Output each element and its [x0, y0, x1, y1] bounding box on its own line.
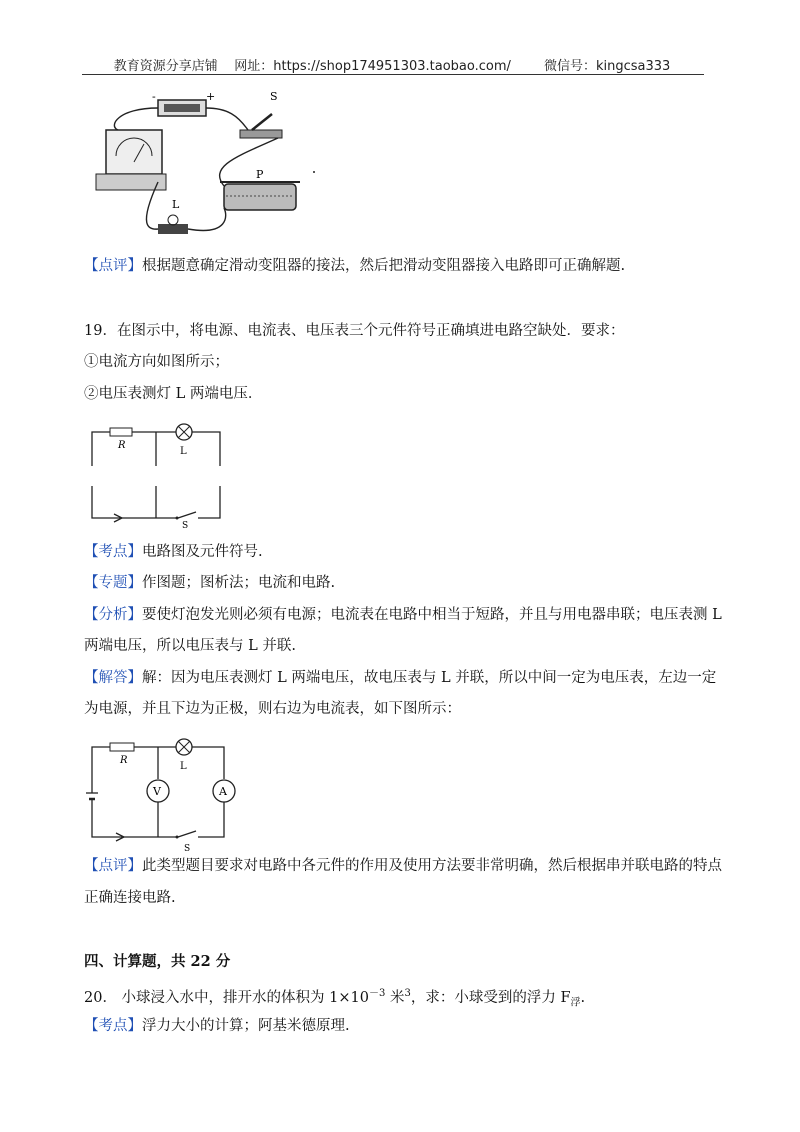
q20-stem-d: . — [580, 989, 586, 1006]
voltmeter-label: V — [153, 785, 161, 798]
dianping-text: 此类型题目要求对电路中各元件的作用及使用方法要非常明确，然后根据串并联电路的特点 — [142, 858, 722, 874]
rheostat-body — [224, 184, 296, 210]
resistor-r — [110, 428, 132, 436]
answer-circuit-figure — [84, 735, 244, 855]
wire — [206, 108, 248, 130]
comment-tag: 【点评】 — [84, 258, 142, 274]
fenxi-text: 要使灯泡发光则必须有电源；电流表在电路中相当于短路，并且与用电器串联；电压表测 L — [142, 607, 722, 623]
wire — [92, 747, 110, 793]
r-label: R — [118, 440, 126, 451]
header-shop: 教育资源分享店铺 — [113, 59, 218, 74]
battery-minus-label: - — [152, 90, 156, 103]
q20-sub: 浮 — [570, 997, 581, 1009]
comment-text: 根据题意确定滑动变阻器的接法，然后把滑动变阻器接入电路即可正确解题. — [142, 258, 626, 274]
dianping-tag: 【点评】 — [84, 858, 142, 874]
switch-s — [178, 512, 196, 518]
q19-dianping-line1 — [84, 856, 722, 876]
blank-circuit-figure — [84, 420, 234, 530]
s-label: S — [184, 844, 191, 854]
kaodian-tag: 【考点】 — [84, 544, 142, 560]
q19-req1: ①电流方向如图所示； — [84, 354, 229, 370]
zhuanti-tag: 【专题】 — [84, 575, 142, 591]
physical-circuit-figure — [88, 86, 328, 246]
wire — [198, 486, 220, 518]
wire — [220, 138, 278, 186]
q20-stem-b: 米 — [385, 989, 405, 1006]
q20-stem — [84, 984, 585, 1014]
q19-fenxi-line2: 两端电压，所以电压表与 L 并联. — [84, 638, 296, 654]
header-wechat-label: 微信号： — [543, 59, 596, 74]
switch-s — [178, 831, 196, 837]
q19-dianping-line2: 正确连接电路. — [84, 890, 176, 906]
meter-box — [106, 130, 162, 174]
switch-base — [240, 130, 282, 138]
q19-stem: 19．在图示中，将电源、电流表、电压表三个元件符号正确填进电路空缺处．要求： — [84, 323, 625, 339]
q20-stem-a: 20． 小球浸入水中，排开水的体积为 1×10 — [84, 989, 369, 1006]
ammeter-label: A — [219, 785, 227, 798]
jieda-tag: 【解答】 — [84, 670, 142, 686]
s-label: S — [182, 521, 189, 530]
l-label: L — [180, 761, 187, 772]
wire — [192, 432, 220, 466]
l-label: L — [180, 446, 187, 457]
switch-pivot — [176, 517, 179, 520]
battery-plus-label: + — [206, 90, 216, 103]
zhuanti-text: 作图题；图析法；电流和电路. — [142, 575, 336, 591]
switch-lever — [252, 114, 272, 130]
fenxi-tag: 【分析】 — [84, 607, 142, 623]
kaodian-text: 浮力大小的计算；阿基米德原理. — [142, 1018, 350, 1034]
switch-label: S — [270, 90, 278, 103]
page-header — [82, 55, 702, 74]
dot-mark — [313, 171, 315, 173]
bulb-label: L — [172, 198, 180, 211]
wire — [92, 799, 176, 837]
wire — [188, 208, 226, 230]
header-divider — [82, 74, 704, 75]
q19-zhuanti — [84, 573, 335, 593]
section-title: 四、计算题，共 22 分 — [84, 953, 231, 970]
kaodian-tag: 【考点】 — [84, 1018, 142, 1034]
wire — [114, 108, 158, 130]
q19-fenxi-line1 — [84, 605, 722, 625]
q20-stem-c: ，求：小球受到的浮力 F — [410, 989, 571, 1006]
q20-exp2: 3 — [404, 988, 411, 999]
q19-req2: ②电压表测灯 L 两端电压． — [84, 386, 263, 402]
r-label: R — [120, 755, 128, 766]
q20-kaodian — [84, 1016, 350, 1036]
rheostat-label: P — [256, 168, 264, 181]
kaodian-text: 电路图及元件符号. — [142, 544, 263, 560]
jieda-text: 解：因为电压表测灯 L 两端电压，故电压表与 L 并联，所以中间一定为电压表，左边一定 — [142, 670, 717, 686]
q19-kaodian — [84, 542, 263, 562]
q19-jieda-line2: 为电源，并且下边为正极，则右边为电流表，如下图所示： — [84, 701, 461, 717]
q19-jieda-line1 — [84, 668, 716, 688]
q20-exp: －3 — [369, 988, 386, 999]
header-url[interactable]: https://shop174951303.taobao.com/ — [273, 59, 511, 74]
header-url-label: 网址： — [234, 59, 274, 74]
switch-pivot — [176, 836, 179, 839]
resistor-r — [110, 743, 134, 751]
wire — [198, 802, 224, 837]
header-wechat: kingcsa333 — [595, 59, 671, 74]
wire — [92, 432, 110, 466]
wire — [192, 747, 224, 779]
battery-cell — [164, 104, 200, 112]
bulb — [168, 215, 178, 225]
q18-comment — [84, 256, 625, 276]
wire — [92, 486, 176, 518]
